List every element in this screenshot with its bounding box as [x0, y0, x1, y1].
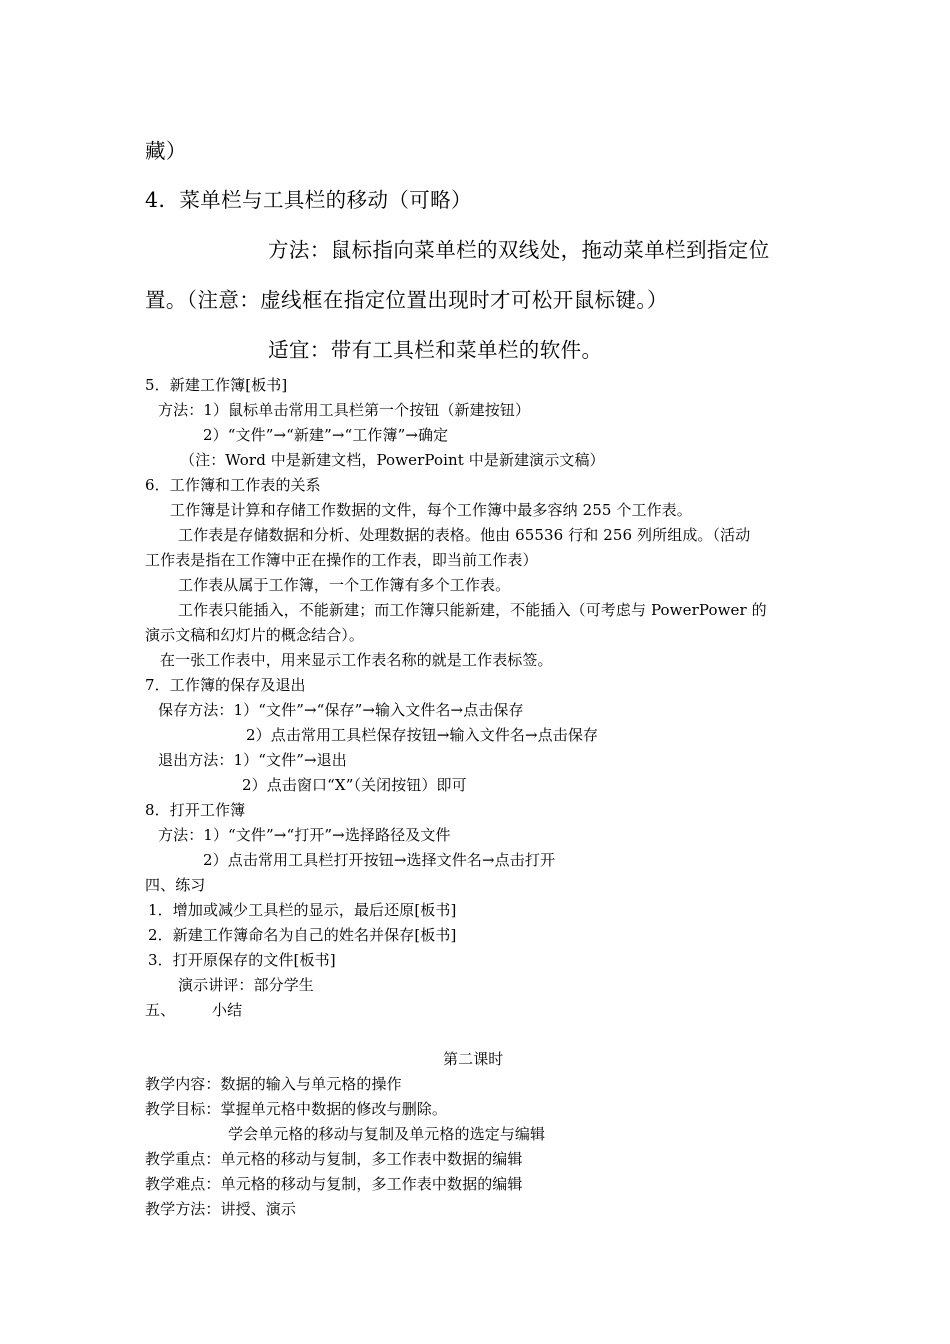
text-line: 置。（注意：虚线框在指定位置出现时才可松开鼠标键。） [145, 288, 668, 312]
section-heading: 4．菜单栏与工具栏的移动（可略） [145, 188, 472, 212]
text-line: 2）“文件”→“新建”→“工作簿”→确定 [203, 426, 449, 444]
text-line: 教学重点：单元格的移动与复制，多工作表中数据的编辑 [145, 1150, 523, 1168]
text-line: 教学难点：单元格的移动与复制，多工作表中数据的编辑 [145, 1175, 523, 1193]
text-line: 藏） [145, 139, 187, 163]
text-line: 工作表是指在工作簿中正在操作的工作表，即当前工作表） [145, 551, 538, 569]
text-line: 方法：1）“文件”→“打开”→选择路径及文件 [158, 826, 451, 844]
text-line: 演示讲评：部分学生 [178, 976, 314, 994]
section-heading: 5．新建工作簿[板书] [145, 376, 288, 394]
section-heading: 五、 [145, 1001, 176, 1019]
text-line: 2）点击常用工具栏保存按钮→输入文件名→点击保存 [246, 726, 599, 744]
text-line: 工作表只能插入，不能新建；而工作簿只能新建，不能插入（可考虑与 PowerPower 的 [178, 601, 767, 619]
section-heading: 四、练习 [145, 876, 206, 894]
list-item: 1．增加或减少工具栏的显示，最后还原[板书] [148, 901, 457, 919]
text-line: 适宜：带有工具栏和菜单栏的软件。 [268, 338, 603, 362]
lesson-title: 第二课时 [443, 1050, 504, 1068]
text-line: 方法：1）鼠标单击常用工具栏第一个按钮（新建按钮） [158, 401, 531, 419]
text-line: 保存方法：1）“文件”→“保存”→输入文件名→点击保存 [158, 701, 524, 719]
section-heading: 6．工作簿和工作表的关系 [145, 476, 321, 494]
text-line: （注：Word 中是新建文档，PowerPoint 中是新建演示文稿） [180, 451, 605, 469]
text-line: 退出方法：1）“文件”→退出 [158, 751, 347, 769]
text-line: 教学目标：掌握单元格中数据的修改与删除。 [145, 1100, 448, 1118]
text-line: 教学方法：讲授、演示 [145, 1200, 297, 1218]
text-line: 2）点击常用工具栏打开按钮→选择文件名→点击打开 [203, 851, 556, 869]
section-heading: 7．工作簿的保存及退出 [145, 676, 306, 694]
section-heading: 小结 [212, 1001, 243, 1019]
text-line: 工作表从属于工作簿，一个工作簿有多个工作表。 [178, 576, 511, 594]
text-line: 2）点击窗口“X”（关闭按钮）即可 [242, 776, 467, 794]
text-line: 教学内容：数据的输入与单元格的操作 [145, 1075, 402, 1093]
text-line: 工作簿是计算和存储工作数据的文件，每个工作簿中最多容纳 255 个工作表。 [170, 501, 692, 519]
text-line: 演示文稿和幻灯片的概念结合）。 [145, 626, 365, 644]
text-line: 学会单元格的移动与复制及单元格的选定与编辑 [228, 1125, 546, 1143]
text-line: 方法：鼠标指向菜单栏的双线处，拖动菜单栏到指定位 [268, 238, 770, 262]
text-line: 工作表是存储数据和分析、处理数据的表格。他由 65536 行和 256 列所组成。（活动 [178, 526, 751, 544]
section-heading: 8．打开工作簿 [145, 801, 246, 819]
list-item: 3．打开原保存的文件[板书] [148, 951, 336, 969]
text-line: 在一张工作表中，用来显示工作表名称的就是工作表标签。 [160, 651, 553, 669]
list-item: 2．新建工作簿命名为自己的姓名并保存[板书] [148, 926, 457, 944]
